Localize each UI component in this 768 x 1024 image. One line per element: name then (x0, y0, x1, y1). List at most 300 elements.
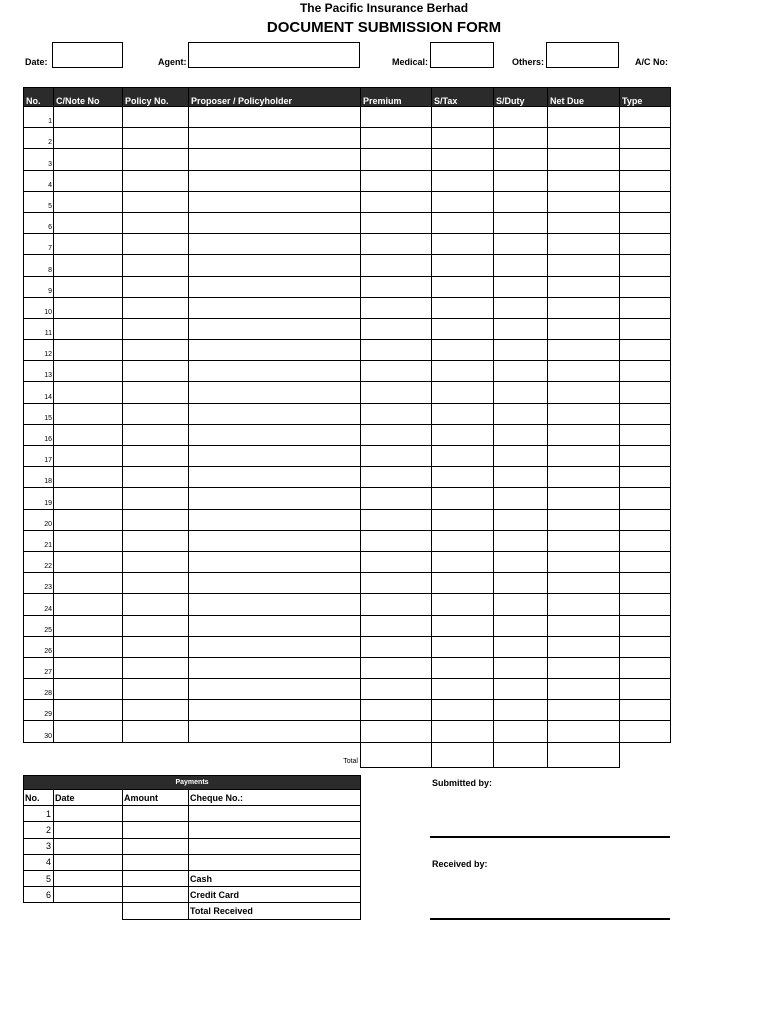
table-cell[interactable] (432, 170, 494, 191)
table-cell[interactable] (189, 615, 361, 636)
cash-label: Cash (189, 870, 361, 886)
table-cell[interactable] (189, 149, 361, 170)
table-cell[interactable] (123, 424, 189, 445)
table-cell[interactable] (361, 467, 432, 488)
table-row (24, 191, 671, 212)
medical-label: Medical: (392, 57, 429, 67)
table-cell[interactable] (620, 446, 671, 467)
table-cell[interactable] (123, 551, 189, 572)
table-cell[interactable] (548, 361, 620, 382)
table-cell[interactable] (620, 530, 671, 551)
table-cell[interactable] (432, 149, 494, 170)
table-cell[interactable] (432, 721, 494, 742)
table-cell[interactable] (361, 276, 432, 297)
table-cell[interactable] (361, 615, 432, 636)
table-cell[interactable] (494, 297, 548, 318)
table-cell[interactable] (189, 594, 361, 615)
table-cell[interactable] (123, 573, 189, 594)
table-cell[interactable] (620, 276, 671, 297)
table-cell[interactable] (620, 551, 671, 572)
table-cell[interactable] (548, 488, 620, 509)
table-cell[interactable] (123, 276, 189, 297)
table-cell[interactable] (548, 636, 620, 657)
table-cell[interactable] (189, 212, 361, 233)
table-cell[interactable] (123, 509, 189, 530)
total-cell[interactable] (432, 742, 494, 767)
table-cell[interactable] (123, 107, 189, 128)
payment-row (24, 806, 361, 822)
table-cell[interactable] (361, 721, 432, 742)
table-cell[interactable] (548, 318, 620, 339)
table-cell[interactable] (123, 721, 189, 742)
table-cell[interactable] (54, 255, 123, 276)
table-cell[interactable] (494, 679, 548, 700)
table-cell[interactable] (123, 615, 189, 636)
table-row (24, 297, 671, 318)
table-cell[interactable] (361, 361, 432, 382)
table-cell[interactable] (494, 403, 548, 424)
table-cell[interactable] (54, 212, 123, 233)
table-cell[interactable] (548, 530, 620, 551)
table-cell[interactable] (548, 276, 620, 297)
table-cell[interactable] (54, 721, 123, 742)
table-cell[interactable] (54, 551, 123, 572)
submitted-by-line[interactable] (430, 836, 670, 838)
table-cell[interactable] (432, 488, 494, 509)
table-cell[interactable] (432, 424, 494, 445)
table-cell[interactable] (189, 128, 361, 149)
table-row (24, 128, 671, 149)
table-cell[interactable] (54, 657, 123, 678)
table-cell[interactable] (548, 170, 620, 191)
table-cell[interactable] (548, 340, 620, 361)
table-cell[interactable] (361, 191, 432, 212)
payment-cell[interactable] (54, 887, 123, 903)
payment-cell[interactable] (123, 870, 189, 886)
table-cell[interactable] (123, 679, 189, 700)
payment-cell[interactable] (189, 838, 361, 854)
table-cell[interactable] (123, 212, 189, 233)
table-cell[interactable] (494, 551, 548, 572)
table-cell[interactable] (620, 721, 671, 742)
table-cell[interactable] (54, 170, 123, 191)
table-cell[interactable] (620, 700, 671, 721)
payment-cell[interactable] (54, 838, 123, 854)
table-cell[interactable] (494, 234, 548, 255)
table-row (24, 509, 671, 530)
table-cell[interactable] (361, 530, 432, 551)
table-cell[interactable] (123, 636, 189, 657)
table-cell[interactable] (432, 340, 494, 361)
table-row (24, 721, 671, 742)
table-cell[interactable] (620, 657, 671, 678)
payment-cell[interactable] (189, 822, 361, 838)
row-number: 5 (24, 191, 54, 212)
table-cell[interactable] (548, 255, 620, 276)
table-cell[interactable] (432, 297, 494, 318)
table-cell[interactable] (548, 700, 620, 721)
table-cell[interactable] (548, 297, 620, 318)
table-cell[interactable] (432, 594, 494, 615)
table-cell[interactable] (123, 446, 189, 467)
table-cell[interactable] (189, 424, 361, 445)
table-row (24, 446, 671, 467)
table-cell[interactable] (189, 679, 361, 700)
table-cell[interactable] (54, 679, 123, 700)
table-cell[interactable] (548, 467, 620, 488)
table-cell[interactable] (432, 467, 494, 488)
table-cell[interactable] (54, 467, 123, 488)
table-cell[interactable] (620, 488, 671, 509)
table-cell[interactable] (361, 340, 432, 361)
table-cell[interactable] (361, 636, 432, 657)
table-cell[interactable] (189, 551, 361, 572)
column-header: Proposer / Policyholder (189, 88, 361, 107)
table-cell[interactable] (54, 297, 123, 318)
table-cell[interactable] (361, 212, 432, 233)
table-cell[interactable] (432, 657, 494, 678)
table-cell[interactable] (620, 297, 671, 318)
table-cell[interactable] (494, 149, 548, 170)
table-cell[interactable] (123, 700, 189, 721)
table-cell[interactable] (620, 170, 671, 191)
table-cell[interactable] (620, 107, 671, 128)
table-cell[interactable] (123, 149, 189, 170)
table-cell[interactable] (54, 615, 123, 636)
table-cell[interactable] (54, 424, 123, 445)
table-cell[interactable] (189, 700, 361, 721)
table-cell[interactable] (548, 679, 620, 700)
table-cell[interactable] (548, 107, 620, 128)
table-cell[interactable] (54, 382, 123, 403)
table-cell[interactable] (494, 191, 548, 212)
table-cell[interactable] (494, 530, 548, 551)
table-cell[interactable] (620, 615, 671, 636)
table-cell[interactable] (189, 403, 361, 424)
table-cell[interactable] (189, 657, 361, 678)
table-cell[interactable] (54, 340, 123, 361)
table-cell[interactable] (189, 488, 361, 509)
table-cell[interactable] (54, 361, 123, 382)
payment-cell[interactable] (54, 822, 123, 838)
table-row (24, 149, 671, 170)
payment-cell[interactable] (54, 870, 123, 886)
table-cell[interactable] (54, 636, 123, 657)
table-cell[interactable] (123, 297, 189, 318)
table-cell[interactable] (361, 234, 432, 255)
table-cell[interactable] (123, 382, 189, 403)
table-cell[interactable] (361, 509, 432, 530)
table-cell[interactable] (620, 573, 671, 594)
table-cell[interactable] (361, 594, 432, 615)
table-cell[interactable] (189, 382, 361, 403)
table-cell[interactable] (189, 573, 361, 594)
table-cell[interactable] (189, 467, 361, 488)
agent-field[interactable] (188, 42, 360, 68)
table-cell[interactable] (494, 594, 548, 615)
row-number: 18 (24, 467, 54, 488)
table-cell[interactable] (432, 403, 494, 424)
table-cell[interactable] (123, 318, 189, 339)
table-cell[interactable] (548, 594, 620, 615)
table-cell[interactable] (123, 191, 189, 212)
table-cell[interactable] (432, 234, 494, 255)
table-cell[interactable] (620, 234, 671, 255)
table-cell[interactable] (620, 403, 671, 424)
table-cell[interactable] (123, 128, 189, 149)
table-cell[interactable] (494, 107, 548, 128)
table-cell[interactable] (620, 679, 671, 700)
table-cell[interactable] (54, 191, 123, 212)
column-header: No. (24, 88, 54, 107)
table-cell[interactable] (432, 107, 494, 128)
table-cell[interactable] (189, 361, 361, 382)
table-row (24, 361, 671, 382)
table-row (24, 467, 671, 488)
table-cell[interactable] (494, 170, 548, 191)
table-cell[interactable] (54, 403, 123, 424)
table-cell[interactable] (189, 276, 361, 297)
column-header: Amount (123, 790, 189, 806)
medical-field[interactable] (430, 42, 494, 68)
total-received-amount[interactable] (123, 903, 189, 919)
table-cell[interactable] (620, 636, 671, 657)
table-cell[interactable] (620, 128, 671, 149)
table-cell[interactable] (361, 424, 432, 445)
table-row (24, 488, 671, 509)
table-cell[interactable] (54, 107, 123, 128)
table-row (24, 700, 671, 721)
payment-cell[interactable] (189, 806, 361, 822)
payment-cell[interactable] (123, 806, 189, 822)
table-cell[interactable] (620, 340, 671, 361)
payment-cell[interactable] (189, 854, 361, 870)
table-cell[interactable] (432, 615, 494, 636)
table-cell[interactable] (432, 551, 494, 572)
table-cell[interactable] (361, 700, 432, 721)
table-cell[interactable] (361, 657, 432, 678)
table-cell[interactable] (620, 191, 671, 212)
received-by-line[interactable] (430, 918, 670, 920)
table-row (24, 255, 671, 276)
table-cell[interactable] (189, 297, 361, 318)
table-cell[interactable] (54, 128, 123, 149)
table-cell[interactable] (432, 128, 494, 149)
table-cell[interactable] (494, 212, 548, 233)
table-cell[interactable] (123, 340, 189, 361)
table-cell[interactable] (494, 636, 548, 657)
table-cell[interactable] (123, 170, 189, 191)
table-cell[interactable] (494, 276, 548, 297)
table-cell[interactable] (361, 255, 432, 276)
table-cell[interactable] (548, 191, 620, 212)
table-cell[interactable] (494, 509, 548, 530)
table-cell[interactable] (189, 107, 361, 128)
table-cell[interactable] (123, 361, 189, 382)
table-cell[interactable] (432, 382, 494, 403)
table-cell[interactable] (432, 679, 494, 700)
table-cell[interactable] (189, 530, 361, 551)
table-cell[interactable] (54, 276, 123, 297)
table-cell[interactable] (123, 467, 189, 488)
table-cell[interactable] (432, 573, 494, 594)
payment-row (24, 887, 361, 903)
table-cell[interactable] (432, 318, 494, 339)
table-cell[interactable] (189, 170, 361, 191)
table-cell[interactable] (361, 679, 432, 700)
row-number: 14 (24, 382, 54, 403)
table-cell[interactable] (123, 255, 189, 276)
table-cell[interactable] (494, 128, 548, 149)
total-cell[interactable] (494, 742, 548, 767)
table-cell[interactable] (361, 170, 432, 191)
total-cell[interactable] (548, 742, 620, 767)
others-field[interactable] (546, 42, 619, 68)
table-cell[interactable] (432, 361, 494, 382)
table-cell[interactable] (494, 340, 548, 361)
table-cell[interactable] (548, 234, 620, 255)
table-cell[interactable] (123, 594, 189, 615)
table-cell[interactable] (620, 594, 671, 615)
table-cell[interactable] (432, 509, 494, 530)
table-cell[interactable] (548, 721, 620, 742)
table-cell[interactable] (189, 636, 361, 657)
table-cell[interactable] (494, 721, 548, 742)
agent-label: Agent: (158, 57, 187, 67)
table-cell[interactable] (548, 657, 620, 678)
table-row (24, 107, 671, 128)
table-cell[interactable] (494, 700, 548, 721)
table-cell[interactable] (189, 255, 361, 276)
table-cell[interactable] (189, 721, 361, 742)
table-cell[interactable] (548, 551, 620, 572)
table-cell[interactable] (361, 403, 432, 424)
table-cell[interactable] (54, 509, 123, 530)
table-cell[interactable] (123, 488, 189, 509)
payment-row-number: 2 (24, 822, 54, 838)
table-cell[interactable] (620, 255, 671, 276)
total-cell[interactable] (361, 742, 432, 767)
table-cell[interactable] (54, 234, 123, 255)
table-cell[interactable] (494, 573, 548, 594)
table-cell[interactable] (548, 128, 620, 149)
table-cell[interactable] (54, 594, 123, 615)
table-cell[interactable] (54, 318, 123, 339)
table-cell[interactable] (54, 149, 123, 170)
table-cell[interactable] (54, 573, 123, 594)
table-cell[interactable] (432, 191, 494, 212)
table-cell[interactable] (620, 467, 671, 488)
table-cell[interactable] (432, 255, 494, 276)
table-cell[interactable] (620, 509, 671, 530)
table-cell[interactable] (361, 318, 432, 339)
table-cell[interactable] (123, 234, 189, 255)
table-cell[interactable] (432, 700, 494, 721)
table-cell[interactable] (54, 530, 123, 551)
table-cell[interactable] (620, 318, 671, 339)
table-row (24, 424, 671, 445)
table-cell[interactable] (494, 255, 548, 276)
payment-cell[interactable] (54, 806, 123, 822)
total-received-row (24, 903, 361, 919)
table-cell[interactable] (494, 424, 548, 445)
table-cell[interactable] (432, 212, 494, 233)
table-cell[interactable] (432, 530, 494, 551)
table-cell[interactable] (189, 191, 361, 212)
table-cell[interactable] (432, 446, 494, 467)
table-cell[interactable] (494, 467, 548, 488)
table-cell[interactable] (494, 615, 548, 636)
table-cell[interactable] (361, 446, 432, 467)
table-cell[interactable] (361, 149, 432, 170)
payment-cell[interactable] (123, 822, 189, 838)
table-cell[interactable] (361, 128, 432, 149)
table-cell[interactable] (548, 446, 620, 467)
table-row (24, 615, 671, 636)
table-cell[interactable] (494, 657, 548, 678)
payment-cell[interactable] (54, 854, 123, 870)
table-cell[interactable] (494, 446, 548, 467)
table-row (24, 657, 671, 678)
table-cell[interactable] (54, 446, 123, 467)
table-cell[interactable] (54, 700, 123, 721)
table-cell[interactable] (123, 657, 189, 678)
table-cell[interactable] (494, 488, 548, 509)
payment-cell[interactable] (123, 854, 189, 870)
table-cell[interactable] (189, 446, 361, 467)
table-cell[interactable] (548, 509, 620, 530)
table-cell[interactable] (361, 382, 432, 403)
table-cell[interactable] (620, 424, 671, 445)
table-cell[interactable] (494, 361, 548, 382)
table-cell[interactable] (361, 573, 432, 594)
table-cell[interactable] (361, 551, 432, 572)
row-number: 21 (24, 530, 54, 551)
table-cell[interactable] (548, 212, 620, 233)
table-cell[interactable] (620, 149, 671, 170)
table-cell[interactable] (189, 234, 361, 255)
table-cell[interactable] (432, 276, 494, 297)
table-cell[interactable] (548, 424, 620, 445)
table-cell[interactable] (361, 297, 432, 318)
table-cell[interactable] (620, 212, 671, 233)
table-cell[interactable] (620, 361, 671, 382)
payment-cell[interactable] (123, 838, 189, 854)
table-cell[interactable] (548, 573, 620, 594)
table-cell[interactable] (494, 318, 548, 339)
table-cell[interactable] (548, 403, 620, 424)
table-cell[interactable] (432, 636, 494, 657)
table-cell[interactable] (361, 488, 432, 509)
table-cell[interactable] (620, 382, 671, 403)
table-cell[interactable] (189, 318, 361, 339)
table-cell[interactable] (189, 509, 361, 530)
table-cell[interactable] (548, 615, 620, 636)
table-cell[interactable] (123, 403, 189, 424)
table-cell[interactable] (189, 340, 361, 361)
payments-header-row (24, 790, 361, 806)
table-cell[interactable] (494, 382, 548, 403)
date-field[interactable] (52, 42, 123, 68)
column-header: Policy No. (123, 88, 189, 107)
row-number: 11 (24, 318, 54, 339)
table-cell[interactable] (548, 382, 620, 403)
table-cell[interactable] (548, 149, 620, 170)
payment-cell[interactable] (123, 887, 189, 903)
table-cell[interactable] (361, 107, 432, 128)
table-cell[interactable] (54, 488, 123, 509)
table-cell[interactable] (123, 530, 189, 551)
